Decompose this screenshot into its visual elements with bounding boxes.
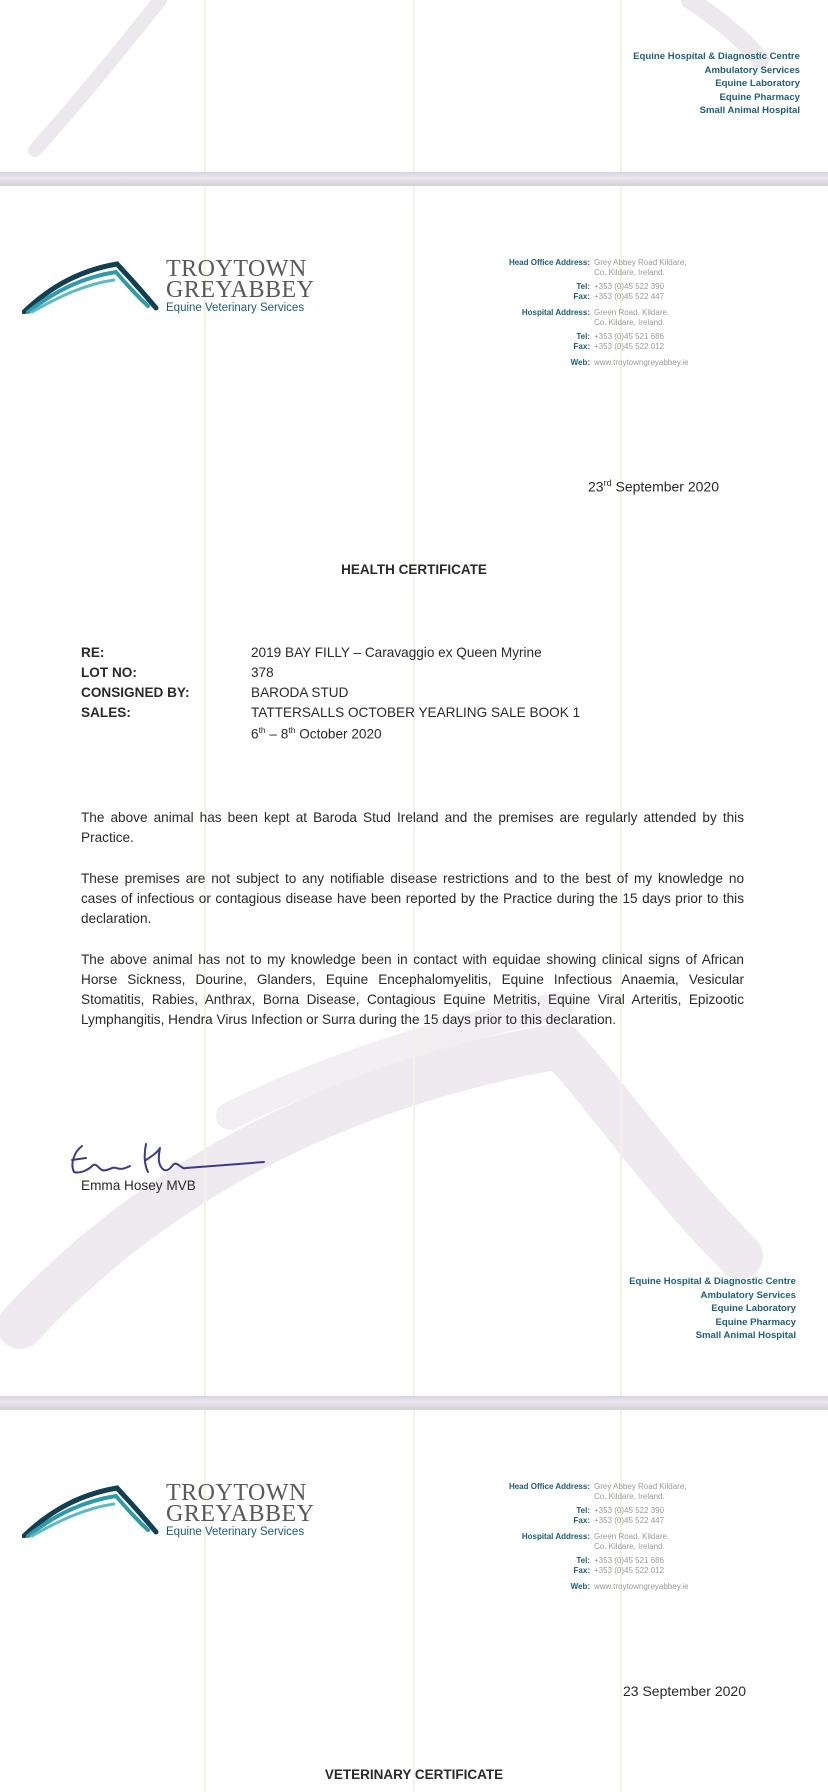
fax-label: Fax:	[573, 1566, 590, 1575]
head-office-line2: Co. Kildare, Ireland.	[594, 1492, 665, 1501]
health-certificate-page	[0, 186, 828, 1396]
veterinary-certificate-date: 23 September 2020	[623, 1683, 746, 1699]
re-value: 2019 BAY FILLY – Caravaggio ex Queen Myrine	[251, 645, 542, 660]
services-list	[629, 1275, 796, 1343]
head-office-label: Head Office Address:	[508, 1482, 590, 1491]
service-laboratory: Equine Laboratory	[711, 1303, 796, 1315]
date-day: 23	[588, 478, 604, 495]
tel-label: Tel:	[576, 1556, 590, 1565]
service-small-animal: Small Animal Hospital	[699, 105, 800, 117]
signatory-name: Emma Hosey MVB	[81, 1178, 196, 1193]
paragraph-no-restrictions: These premises are not subject to any notifiable disease restrictions and to the best of my knowledge no cases of infectious or contagious disease have been reported by the Practice during the 15 days prior to this declaration.	[81, 871, 744, 926]
veterinary-certificate-title: VETERINARY CERTIFICATE	[324, 1767, 504, 1782]
horse-head-logo-icon	[22, 250, 162, 314]
head-office-tel: +353 (0)45 522 390	[594, 1506, 665, 1515]
lot-label: LOT NO:	[81, 665, 137, 680]
head-office-fax: +353 (0)45 522 447	[594, 1516, 665, 1525]
hospital-line1: Green Road, Kildare,	[594, 308, 670, 317]
lot-value: 378	[251, 665, 274, 680]
hospital-label: Hospital Address:	[521, 1532, 590, 1541]
hospital-label: Hospital Address:	[521, 308, 590, 317]
fax-label: Fax:	[573, 342, 590, 351]
certificate-date	[588, 478, 719, 495]
website-link[interactable]: www.troytowngreyabbey.ie	[594, 358, 689, 367]
sales-label: SALES:	[81, 705, 131, 720]
page-gap	[0, 1396, 828, 1410]
head-office-tel: +353 (0)45 522 390	[594, 282, 665, 291]
fax-label: Fax:	[573, 292, 590, 301]
head-office-line1: Grey Abbey Road Kildare,	[594, 258, 687, 267]
health-certificate-title: HEALTH CERTIFICATE	[341, 562, 487, 577]
logo-text-greyabbey: GREYABBEY	[166, 277, 315, 303]
services-list	[633, 50, 800, 118]
head-office-line2: Co. Kildare, Ireland.	[594, 268, 665, 277]
hospital-line2: Co. Kildare, Ireland.	[594, 318, 665, 327]
service-small-animal: Small Animal Hospital	[695, 1330, 796, 1342]
logo-text-troytown: TROYTOWN	[166, 1480, 307, 1506]
hospital-fax: +353 (0)45 522 012	[594, 1566, 665, 1575]
service-laboratory: Equine Laboratory	[715, 78, 800, 90]
consigned-label: CONSIGNED BY:	[81, 685, 190, 700]
logo-text-tagline: Equine Veterinary Services	[166, 302, 305, 314]
website-link[interactable]: www.troytowngreyabbey.ie	[594, 1582, 689, 1591]
head-office-label: Head Office Address:	[508, 258, 590, 267]
troytown-logo	[22, 1474, 322, 1544]
hospital-line1: Green Road, Kildare,	[594, 1532, 670, 1541]
sales-value: TATTERSALLS OCTOBER YEARLING SALE BOOK 1	[251, 705, 581, 720]
logo-text-troytown: TROYTOWN	[166, 256, 307, 282]
document-page-1-footer	[0, 0, 828, 172]
logo-text-tagline: Equine Veterinary Services	[166, 1526, 305, 1538]
paragraph-kept-at: The above animal has been kept at Baroda Stud Ireland and the premises are regularly attended by this Practice.	[81, 810, 744, 845]
tel-label: Tel:	[576, 1506, 590, 1515]
veterinary-certificate-page	[0, 1410, 828, 1792]
service-hospital: Equine Hospital & Diagnostic Centre	[633, 51, 800, 62]
troytown-logo	[22, 250, 322, 320]
service-ambulatory: Ambulatory Services	[704, 64, 800, 76]
hospital-tel: +353 (0)45 521 686	[594, 1556, 665, 1565]
tel-label: Tel:	[576, 332, 590, 341]
web-label: Web:	[570, 1582, 590, 1591]
service-ambulatory: Ambulatory Services	[700, 1289, 796, 1301]
sales-dates: 6th – 8th October 2020	[251, 725, 382, 742]
head-office-fax: +353 (0)45 522 447	[594, 292, 665, 301]
fax-label: Fax:	[573, 1516, 590, 1525]
re-label: RE:	[81, 645, 105, 660]
logo-text-greyabbey: GREYABBEY	[166, 1501, 315, 1527]
service-hospital: Equine Hospital & Diagnostic Centre	[629, 1276, 796, 1287]
service-pharmacy: Equine Pharmacy	[715, 1316, 796, 1328]
head-office-line1: Grey Abbey Road Kildare,	[594, 1482, 687, 1491]
consigned-value: BARODA STUD	[251, 685, 349, 700]
page-gap	[0, 172, 828, 186]
date-suffix: rd	[603, 478, 612, 488]
hospital-tel: +353 (0)45 521 686	[594, 332, 665, 341]
hospital-fax: +353 (0)45 522 012	[594, 342, 665, 351]
date-rest: September 2020	[611, 478, 719, 495]
tel-label: Tel:	[576, 282, 590, 291]
paragraph-no-contact: The above animal has not to my knowledge been in contact with equidae showing clinical signs of African Horse Sickness, Dourine, Glanders, Equine Encephalomyelitis, Equine Infectious Anaemia, Vesicular Stomatitis, Rabies, Anthrax, Borna Disease, Contagious Equine Metritis, Equine Viral Arteritis, Epizootic Lymphangitis, Hendra Virus Infection or Surra during the 15 days prior to this declaration.	[81, 952, 744, 1027]
horse-head-logo-icon	[22, 1474, 162, 1538]
hospital-line2: Co. Kildare, Ireland.	[594, 1542, 665, 1551]
service-pharmacy: Equine Pharmacy	[719, 91, 800, 103]
web-label: Web:	[570, 358, 590, 367]
